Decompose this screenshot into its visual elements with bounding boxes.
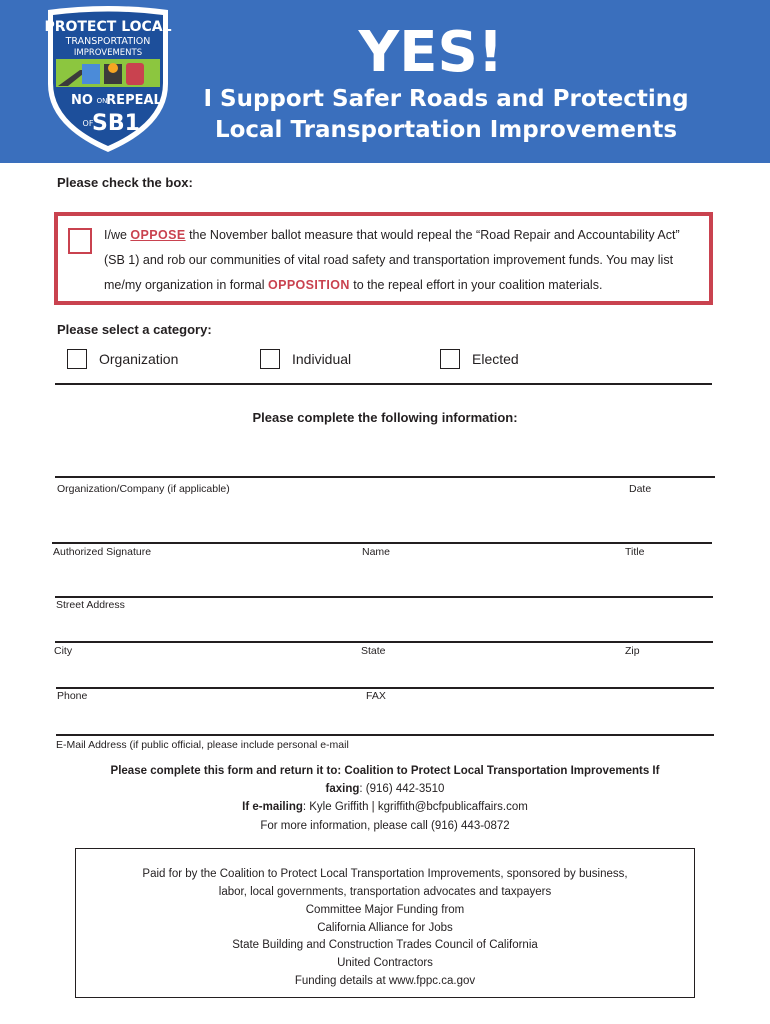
section-divider	[55, 383, 712, 385]
zip-label: Zip	[625, 645, 640, 657]
paid-for-line: State Building and Construction Trades Council of California	[232, 939, 538, 951]
logo-of: OF	[82, 119, 94, 128]
statement-text-2: the November ballot measure that would repeal the “Road Repair and Accountability Act”	[185, 228, 680, 242]
yes-heading: YES!	[358, 20, 504, 85]
individual-checkbox[interactable]	[260, 349, 280, 369]
street-address-line	[55, 596, 713, 598]
check-box-prompt: Please check the box:	[57, 175, 193, 190]
signature-label: Authorized Signature	[53, 546, 152, 558]
logo-line2: TRANSPORTATION	[65, 36, 151, 47]
opposition-highlight: OPPOSITION	[267, 278, 350, 292]
paid-for-line: California Alliance for Jobs	[317, 922, 453, 934]
protect-local-sb1-logo	[44, 6, 172, 154]
paid-for-line: United Contractors	[337, 957, 433, 969]
logo-on: ON	[96, 97, 108, 105]
page-subtitle	[170, 84, 722, 146]
statement-line-3	[104, 273, 704, 298]
opposition-statement-box	[54, 212, 713, 305]
oppose-highlight: OPPOSE	[130, 228, 186, 242]
logo-sb1: SB1	[92, 111, 140, 136]
state-label: State	[361, 645, 386, 657]
faxing-value: : (916) 442-3510	[359, 783, 445, 795]
faxing-label: faxing	[325, 783, 360, 795]
subtitle-line-1: I Support Safer Roads and Protecting	[203, 86, 689, 112]
paid-for-line: Committee Major Funding from	[305, 904, 465, 916]
emailing-label: If e-mailing	[242, 801, 303, 813]
signature-name-title-field[interactable]	[52, 514, 712, 542]
category-prompt: Please select a category:	[57, 322, 212, 337]
organization-checkbox[interactable]	[67, 349, 87, 369]
statement-text-5: to the repeal effort in your coalition materials.	[349, 278, 603, 292]
logo-repeal: REPEAL	[106, 93, 162, 108]
category-individual[interactable]	[260, 348, 351, 370]
organization-label: Organization	[99, 351, 179, 367]
emailing-value: : Kyle Griffith | kgriffith@bcfpublicaffairs.com	[302, 801, 528, 813]
phone-fax-line	[56, 687, 714, 689]
street-address-label: Street Address	[56, 599, 125, 611]
subtitle-line-2: Local Transportation Improvements	[214, 117, 678, 143]
organization-date-field[interactable]	[55, 448, 715, 476]
title-label: Title	[625, 546, 645, 558]
paid-for-line: Paid for by the Coalition to Protect Local Transportation Improvements, sponsored by business,	[142, 868, 628, 880]
date-label: Date	[629, 483, 652, 495]
statement-text-1: I/we	[104, 228, 131, 242]
complete-info-heading: Please complete the following information:	[252, 410, 518, 425]
more-info-line: For more information, please call (916) 443-0872	[260, 820, 510, 832]
return-instructions: Please complete this form and return it to: Coalition to Protect Local Transportation Improvements If	[110, 765, 660, 777]
logo-line1: PROTECT LOCAL	[44, 19, 172, 35]
fax-label: FAX	[366, 690, 386, 702]
email-line	[56, 734, 714, 736]
name-label: Name	[362, 546, 391, 558]
phone-fax-field[interactable]	[56, 659, 714, 687]
phone-label: Phone	[57, 690, 88, 702]
organization-label: Organization/Company (if applicable)	[57, 483, 230, 495]
elected-label: Elected	[472, 351, 519, 367]
signature-name-title-line	[52, 542, 712, 544]
city-state-zip-field[interactable]	[55, 613, 713, 641]
emailing-line	[60, 798, 710, 816]
city-state-zip-line	[55, 641, 713, 643]
oppose-checkbox[interactable]	[68, 228, 92, 254]
statement-line-2: (SB 1) and rob our communities of vital road safety and transportation improvement funds. You may list	[104, 253, 674, 267]
paid-for-disclosure	[75, 848, 695, 998]
statement-text-4: me/my organization in formal	[104, 278, 268, 292]
header-banner	[0, 0, 770, 163]
paid-for-line: Funding details at www.fppc.ca.gov	[294, 975, 476, 987]
opposition-statement	[104, 223, 704, 298]
email-field[interactable]	[56, 706, 714, 734]
category-elected[interactable]	[440, 348, 519, 370]
organization-date-line	[55, 476, 715, 478]
faxing-line	[60, 780, 710, 798]
city-label: City	[54, 645, 73, 657]
logo-no: NO	[71, 93, 93, 108]
elected-checkbox[interactable]	[440, 349, 460, 369]
email-label: E-Mail Address (if public official, please include personal e-mail	[56, 739, 349, 751]
category-organization[interactable]	[67, 348, 178, 370]
statement-line-1	[104, 223, 704, 248]
paid-for-line: labor, local governments, transportation advocates and taxpayers	[218, 886, 552, 898]
street-address-field[interactable]	[55, 568, 713, 596]
logo-line3: IMPROVEMENTS	[73, 48, 143, 58]
individual-label: Individual	[292, 351, 352, 367]
